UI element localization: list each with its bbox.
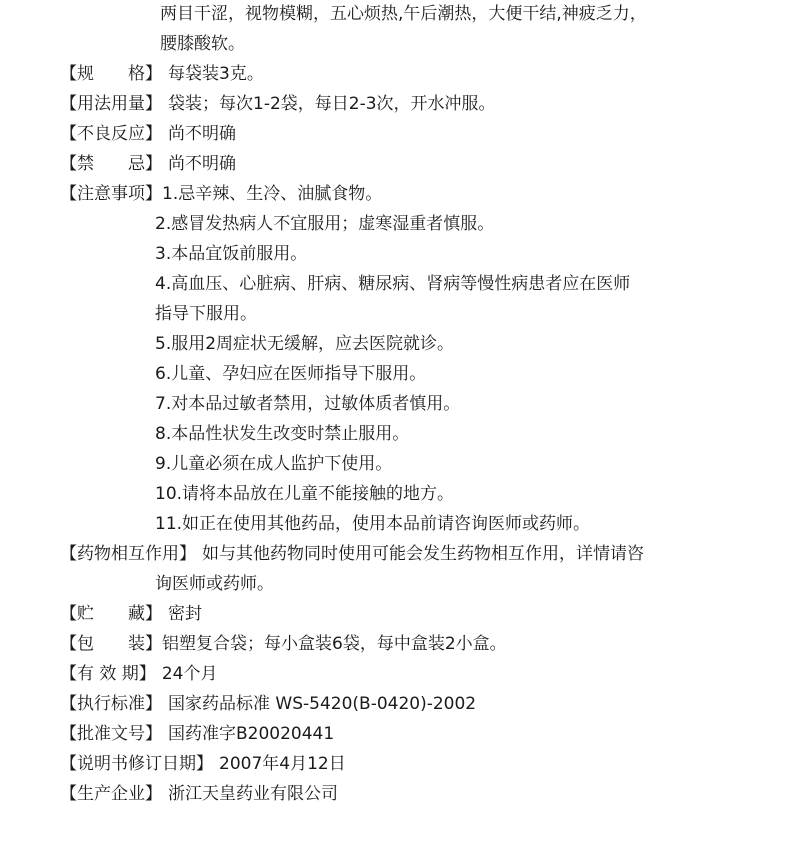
approval-value: 国药准字B20020441 <box>168 724 335 744</box>
validity-row <box>60 662 217 686</box>
package-value: 铝塑复合袋；每小盒装6袋，每中盒装2小盒。 <box>162 634 507 654</box>
revision-row <box>60 752 346 776</box>
specification-label: 【规 格】 <box>60 64 162 84</box>
storage-row <box>60 602 202 626</box>
standard-row <box>60 692 476 716</box>
adverse-row <box>60 122 236 146</box>
interactions-row <box>60 542 644 566</box>
validity-value: 24个月 <box>161 664 218 684</box>
interactions-label: 【药物相互作用】 <box>60 544 196 564</box>
storage-label: 【贮 藏】 <box>60 604 162 624</box>
precaution-item-5: 5.服用2周症状无缓解，应去医院就诊。 <box>155 334 455 354</box>
package-label: 【包 装】 <box>60 634 162 654</box>
precaution-item-4-cont: 指导下服用。 <box>155 304 257 324</box>
approval-row <box>60 722 334 746</box>
precaution-item-6: 6.儿童、孕妇应在医师指导下服用。 <box>155 364 427 384</box>
precaution-item-3: 3.本品宜饭前服用。 <box>155 244 308 264</box>
precaution-item-2: 2.感冒发热病人不宜服用；虚寒湿重者慎服。 <box>155 214 495 234</box>
storage-value: 密封 <box>168 604 202 624</box>
usage-value: 袋装；每次1-2袋，每日2-3次，开水冲服。 <box>168 94 496 114</box>
interactions-value: 如与其他药物同时使用可能会发生药物相互作用，详情请咨 <box>202 544 644 564</box>
manufacturer-value: 浙江天皇药业有限公司 <box>168 784 338 804</box>
revision-label: 【说明书修订日期】 <box>60 754 213 774</box>
precaution-item-8: 8.本品性状发生改变时禁止服用。 <box>155 424 410 444</box>
standard-label: 【执行标准】 <box>60 694 162 714</box>
package-row <box>60 632 507 656</box>
adverse-label: 【不良反应】 <box>60 124 162 144</box>
usage-row <box>60 92 496 116</box>
contraindications-value: 尚不明确 <box>168 154 236 174</box>
precautions-row <box>60 182 382 206</box>
usage-label: 【用法用量】 <box>60 94 162 114</box>
manufacturer-row <box>60 782 338 806</box>
manufacturer-label: 【生产企业】 <box>60 784 162 804</box>
revision-value: 2007年4月12日 <box>219 754 346 774</box>
contraindications-row <box>60 152 236 176</box>
precaution-item-4: 4.高血压、心脏病、肝病、糖尿病、肾病等慢性病患者应在医师 <box>155 274 631 294</box>
contraindications-label: 【禁 忌】 <box>60 154 162 174</box>
indications-line-1: 两目干涩，视物模糊，五心烦热,午后潮热，大便干结,神疲乏力， <box>160 4 647 24</box>
specification-value: 每袋装3克。 <box>168 64 264 84</box>
precaution-item-10: 10.请将本品放在儿童不能接触的地方。 <box>155 484 455 504</box>
precaution-item-7: 7.对本品过敏者禁用，过敏体质者慎用。 <box>155 394 461 414</box>
adverse-value: 尚不明确 <box>168 124 236 144</box>
interactions-continuation: 询医师或药师。 <box>155 574 274 594</box>
precaution-item-11: 11.如正在使用其他药品，使用本品前请咨询医师或药师。 <box>155 514 591 534</box>
precaution-item-1: 1.忌辛辣、生冷、油腻食物。 <box>162 184 383 204</box>
standard-value: 国家药品标准 WS-5420(B-0420)-2002 <box>168 694 477 714</box>
indications-line-2: 腰膝酸软。 <box>160 34 245 54</box>
approval-label: 【批准文号】 <box>60 724 162 744</box>
validity-label: 【有 效 期】 <box>60 664 156 684</box>
specification-row <box>60 62 264 86</box>
precautions-label: 【注意事项】 <box>60 184 162 204</box>
precaution-item-9: 9.儿童必须在成人监护下使用。 <box>155 454 393 474</box>
